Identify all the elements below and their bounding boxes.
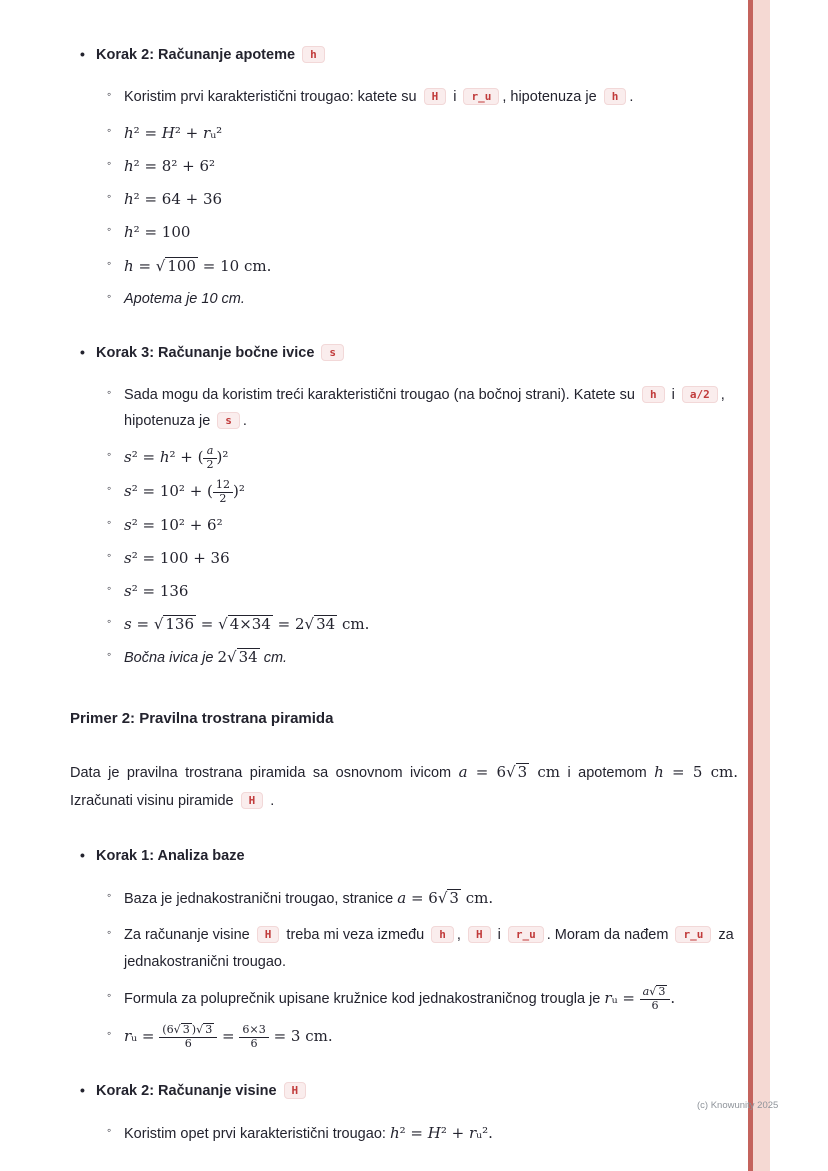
- bullet-marker: ◦: [107, 580, 112, 595]
- inline-code-chip: h: [302, 46, 325, 63]
- bullet-marker: ◦: [107, 288, 112, 303]
- fraction: $\frac{12}{2}$: [213, 479, 233, 506]
- line-text: [124, 253, 738, 280]
- line-text: [124, 644, 738, 671]
- line-text: [124, 478, 738, 506]
- math-expression: h² = H² + rᵤ².: [389, 1124, 493, 1143]
- text-segment: i apotemom: [560, 765, 655, 782]
- page-accent-band: [753, 0, 770, 1171]
- step-heading: [80, 42, 738, 68]
- inline-code-chip: r_u: [508, 926, 544, 943]
- sub-list-item: [107, 922, 738, 974]
- sub-list-item: [107, 1120, 738, 1147]
- text-segment: Sada mogu da koristim treći karakteristični trougao (na bočnoj strani). Katete su: [124, 386, 639, 403]
- text-segment: Za računanje visine: [124, 927, 254, 944]
- bullet-marker: ◦: [107, 987, 112, 1002]
- sqrt-body: 3: [517, 763, 528, 782]
- bullet-marker: ◦: [107, 87, 112, 102]
- text-segment: treba mi veza između: [282, 927, 429, 944]
- bullet-marker: ◦: [107, 189, 112, 204]
- line-text: [124, 545, 738, 572]
- line-text: [70, 758, 738, 815]
- text-segment: Korak 2: Računanje visine: [96, 1083, 281, 1100]
- math-expression: h² = 100: [124, 223, 191, 242]
- line-text: [124, 611, 738, 638]
- bullet-marker: ◦: [107, 888, 112, 903]
- sqrt-body: 34: [316, 615, 336, 633]
- bullet-marker: •: [80, 847, 85, 864]
- math-expression: h = 5 cm.: [654, 763, 738, 782]
- inline-code-chip: s: [321, 344, 344, 361]
- line-text: [96, 1078, 738, 1104]
- math-expression: s² = h² + ( $\frac{a}{2}$ )²: [124, 444, 229, 472]
- math-line: [107, 478, 738, 506]
- inline-code-chip: H: [241, 792, 264, 809]
- step-heading: [80, 843, 738, 869]
- result-line: [107, 644, 738, 671]
- text-segment: Koristim opet prvi karakteristični trougao:: [124, 1126, 390, 1143]
- line-text: [70, 705, 738, 732]
- sqrt-body: 34: [238, 648, 258, 667]
- text-segment: , hipotenuza je: [502, 89, 601, 106]
- fraction: $\frac{a}{2}$: [203, 445, 216, 472]
- inline-code-chip: r_u: [675, 926, 711, 943]
- text-segment: Korak 2: Računanje apoteme: [96, 47, 300, 63]
- math-expression: a = 6√ 3 cm.: [397, 889, 494, 908]
- fraction: $\frac{a√ 3}{6}$: [640, 985, 671, 1013]
- line-text: [124, 153, 738, 180]
- math-line: [107, 153, 738, 180]
- line-text: [124, 885, 738, 912]
- inline-code-chip: a/2: [682, 386, 718, 403]
- sub-list-item: [107, 84, 738, 110]
- line-text: [124, 1120, 738, 1147]
- line-text: [124, 286, 738, 312]
- math-expression: 2√ 34: [217, 648, 258, 667]
- line-text: [124, 186, 738, 213]
- text-segment: .: [266, 792, 275, 809]
- line-text: [124, 985, 738, 1013]
- math-line: [107, 253, 738, 280]
- text-segment: i: [449, 89, 461, 106]
- footer-credit: (c) Knowunity 2025: [697, 1100, 779, 1111]
- math-line: [107, 219, 738, 246]
- line-text: [124, 578, 738, 605]
- math-expression: s² = 10² + ( $\frac{12}{2}$ )²: [124, 478, 245, 505]
- result-line: [107, 286, 738, 312]
- bullet-marker: ◦: [107, 1123, 112, 1138]
- math-line: [107, 186, 738, 213]
- bullet-marker: •: [80, 1082, 85, 1099]
- text-segment: Korak 3: Računanje bočne ivice: [96, 344, 319, 361]
- inline-code-chip: H: [468, 926, 491, 943]
- sub-list-item: [107, 885, 738, 912]
- math-line: [107, 444, 738, 472]
- text-segment: .: [242, 412, 247, 429]
- document-content: [70, 14, 738, 1158]
- text-segment: Koristim prvi karakteristični trougao: katete su: [124, 89, 421, 106]
- text-segment: Bočna ivica je: [124, 650, 218, 667]
- inline-code-chip: h: [604, 88, 627, 105]
- math-line: [107, 512, 738, 539]
- bullet-marker: ◦: [107, 222, 112, 237]
- math-expression: s² = 100 + 36: [124, 548, 230, 567]
- text-segment: i: [493, 927, 505, 944]
- math-expression: rᵤ = $\frac{a√ 3}{6}$ .: [604, 985, 676, 1012]
- math-expression: s² = 136: [124, 581, 189, 600]
- bullet-marker: ◦: [107, 514, 112, 529]
- bullet-marker: ◦: [107, 255, 112, 270]
- line-text: [124, 84, 738, 110]
- line-text: [124, 444, 738, 472]
- text-segment: Korak 1: Analiza baze: [96, 848, 245, 865]
- bullet-marker: ◦: [107, 384, 112, 399]
- step-heading: [80, 340, 738, 366]
- math-line: [107, 578, 738, 605]
- step-heading: [80, 1078, 738, 1104]
- bullet-marker: ◦: [107, 925, 112, 940]
- bullet-marker: •: [80, 46, 85, 62]
- line-text: [96, 843, 738, 869]
- line-text: [124, 219, 738, 246]
- math-line: [107, 545, 738, 572]
- math-expression: h² = H² + rᵤ²: [124, 124, 223, 143]
- inline-code-chip: H: [424, 88, 447, 105]
- inline-code-chip: H: [257, 926, 280, 943]
- line-text: [124, 1023, 738, 1051]
- text-segment: Formula za poluprečnik upisane kružnice kod jednakostraničnog trougla je: [124, 990, 605, 1007]
- bullet-marker: ◦: [107, 156, 112, 171]
- bullet-marker: ◦: [107, 480, 112, 495]
- math-line: [107, 611, 738, 638]
- line-text: [124, 512, 738, 539]
- text-segment: Primer 2: Pravilna trostrana piramida: [70, 710, 334, 728]
- math-expression: h = √ 100 = 10 cm.: [124, 256, 272, 275]
- fraction: $\frac{(6√ 3 )√ 3}{6}$: [159, 1023, 217, 1051]
- inline-code-chip: s: [217, 412, 240, 429]
- bullet-marker: ◦: [107, 123, 112, 138]
- sqrt-body: 3: [182, 1022, 190, 1036]
- inline-code-chip: h: [431, 926, 454, 943]
- text-segment: . Moram da nađem: [546, 927, 673, 944]
- sqrt-body: 3: [658, 985, 666, 998]
- sqrt-body: 100: [167, 256, 196, 275]
- sqrt-body: 136: [165, 615, 195, 633]
- fraction: $\frac{6\times 3}{6}$: [239, 1024, 268, 1051]
- bullet-marker: ◦: [107, 447, 112, 462]
- math-line: [107, 120, 738, 147]
- sqrt-body: 3: [449, 889, 459, 908]
- math-expression: h² = 8² + 6²: [124, 157, 216, 176]
- section-heading: [70, 705, 738, 732]
- text-segment: .: [629, 89, 634, 106]
- line-text: [96, 340, 738, 366]
- text-segment: Apotema je 10 cm.: [124, 290, 245, 307]
- line-text: [96, 42, 738, 68]
- bullet-marker: ◦: [107, 547, 112, 562]
- bullet-marker: •: [80, 343, 85, 360]
- math-expression: s² = 10² + 6²: [124, 515, 223, 534]
- text-segment: cm.: [259, 650, 288, 667]
- math-expression: h² = 64 + 36: [124, 190, 223, 209]
- math-expression: s = √ 136 = √ 4×34 = 2√ 34 cm.: [124, 615, 370, 633]
- bullet-marker: ◦: [107, 1025, 112, 1040]
- sqrt-body: 4×34: [229, 615, 271, 633]
- sub-list-item: [107, 382, 738, 434]
- bullet-marker: ◦: [107, 647, 112, 662]
- text-segment: , hipotenuza je: [124, 386, 725, 429]
- paragraph: [70, 758, 738, 815]
- sqrt-body: 3: [205, 1022, 213, 1036]
- inline-code-chip: h: [642, 386, 665, 403]
- text-segment: Baza je jednakostranični trougao, stranice: [124, 891, 398, 908]
- line-text: [124, 120, 738, 147]
- text-segment: za jednakostranični trougao.: [124, 927, 734, 970]
- text-segment: i: [667, 386, 679, 403]
- math-expression: rᵤ = $\frac{(6√ 3 )√ 3}{6}$ = $\frac{6\times 3}{6}$ = 3 cm.: [124, 1022, 333, 1050]
- text-segment: Data je pravilna trostrana piramida sa osnovnom ivicom: [70, 765, 459, 782]
- math-line: [107, 1023, 738, 1051]
- text-segment: ,: [456, 927, 465, 944]
- inline-code-chip: H: [284, 1082, 307, 1099]
- text-segment: Izračunati visinu piramide: [70, 792, 238, 809]
- sub-list-item: [107, 985, 738, 1013]
- line-text: [124, 922, 738, 974]
- line-text: [124, 382, 738, 434]
- bullet-marker: ◦: [107, 614, 112, 628]
- math-expression: a = 6√ 3 cm: [458, 763, 561, 782]
- inline-code-chip: r_u: [463, 88, 499, 105]
